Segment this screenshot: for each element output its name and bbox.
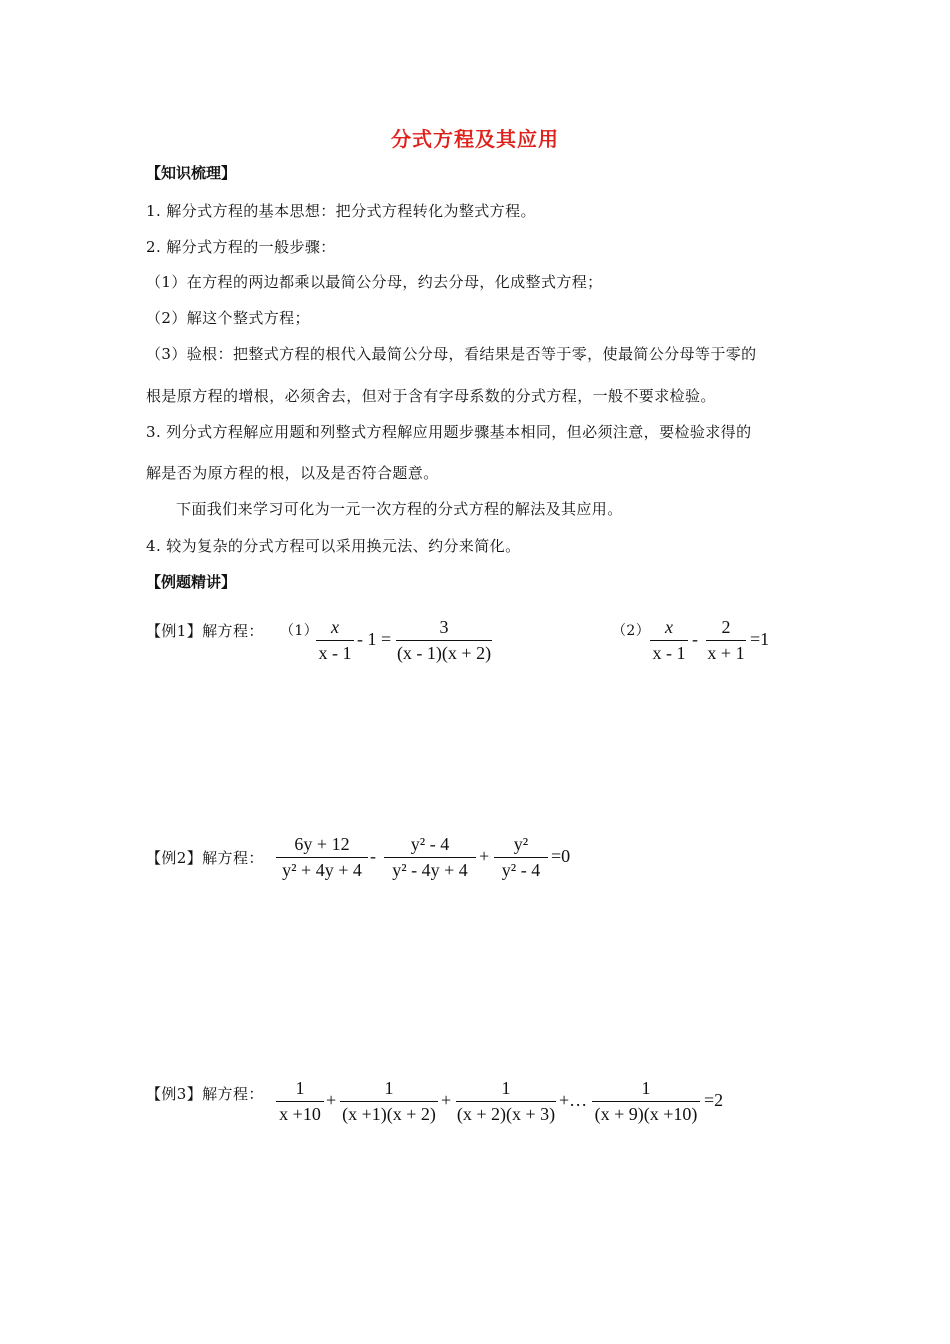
- ex3-operator-ellipsis: +…: [559, 1090, 588, 1110]
- example-1-part-1: （1）: [280, 623, 319, 639]
- denominator: x - 1: [652, 643, 686, 663]
- ex3-operator-1: +: [326, 1090, 337, 1110]
- numerator: y²: [513, 834, 529, 854]
- example-1-part-2: （2）: [612, 623, 651, 639]
- fraction-bar: [384, 857, 476, 858]
- ex2-operator-1: -: [370, 846, 376, 866]
- step-3: （3）验根：把整式方程的根代入最简公分母，看结果是否等于零，使最简公分母等于零的: [146, 345, 757, 363]
- denominator: (x - 1)(x + 2): [396, 643, 492, 663]
- intro-paragraph: 下面我们来学习可化为一元一次方程的分式方程的解法及其应用。: [176, 500, 623, 518]
- denominator: x +10: [279, 1104, 321, 1124]
- point-2: 2. 解分式方程的一般步骤：: [146, 238, 336, 256]
- ex2-fraction-1: [276, 834, 368, 882]
- fraction-bar: [340, 1101, 438, 1102]
- step-2: （2）解这个整式方程；: [146, 309, 310, 327]
- step-3-continued: 根是原方程的增根，必须舍去，但对于含有字母系数的分式方程，一般不要求检验。: [146, 387, 716, 405]
- ex1-eq2-rhs: =1: [750, 629, 770, 649]
- ex3-operator-2: +: [441, 1090, 452, 1110]
- ex2-operator-2: +: [479, 846, 490, 866]
- section-header-examples: 【例题精讲】: [146, 573, 237, 591]
- ex3-rhs: =2: [704, 1090, 724, 1110]
- fraction-bar: [276, 857, 368, 858]
- ex1-eq2-fraction-2: [706, 617, 746, 665]
- ex1-eq2-operator: -: [692, 629, 698, 649]
- example-3-label: 【例3】解方程：: [146, 1085, 264, 1103]
- page-title: 分式方程及其应用: [391, 127, 559, 151]
- denominator: y² - 4y + 4: [392, 860, 468, 880]
- ex2-rhs: =0: [551, 846, 571, 866]
- numerator: 3: [439, 617, 449, 637]
- section-header-knowledge: 【知识梳理】: [146, 164, 237, 182]
- fraction-bar: [650, 640, 688, 641]
- ex2-fraction-2: [384, 834, 476, 882]
- ex2-fraction-3: [494, 834, 548, 882]
- example-1-label: 【例1】解方程：: [146, 622, 264, 640]
- ex3-fraction-3: [456, 1078, 556, 1126]
- point-1: 1. 解分式方程的基本思想：把分式方程转化为整式方程。: [146, 202, 536, 220]
- denominator: y² - 4: [501, 860, 541, 880]
- denominator: (x +1)(x + 2): [342, 1104, 436, 1124]
- numerator: 1: [384, 1078, 394, 1098]
- fraction-bar: [456, 1101, 556, 1102]
- point-4: 4. 较为复杂的分式方程可以采用换元法、约分来简化。: [146, 537, 521, 555]
- ex3-fraction-2: [340, 1078, 438, 1126]
- point-3: 3. 列分式方程解应用题和列整式方程解应用题步骤基本相同，但必须注意，要检验求得的: [146, 423, 752, 441]
- ex3-fraction-1: [276, 1078, 324, 1126]
- numerator: 2: [721, 617, 731, 637]
- numerator: x: [331, 617, 339, 637]
- fraction-bar: [706, 640, 746, 641]
- numerator: 6y + 12: [294, 834, 350, 854]
- numerator: 1: [501, 1078, 511, 1098]
- fraction-bar: [592, 1101, 700, 1102]
- numerator: y² - 4: [410, 834, 450, 854]
- denominator: y² + 4y + 4: [282, 860, 362, 880]
- fraction-bar: [316, 640, 354, 641]
- ex1-eq1-fraction-1: [316, 617, 354, 665]
- point-3-continued: 解是否为原方程的根，以及是否符合题意。: [146, 464, 439, 482]
- ex1-eq1-operator: - 1 =: [357, 629, 392, 649]
- fraction-bar: [494, 857, 548, 858]
- step-1: （1）在方程的两边都乘以最简公分母，约去分母，化成整式方程；: [146, 273, 603, 291]
- denominator: x + 1: [707, 643, 745, 663]
- denominator: x - 1: [318, 643, 352, 663]
- fraction-bar: [276, 1101, 324, 1102]
- numerator: 1: [295, 1078, 305, 1098]
- ex1-eq2-fraction-1: [650, 617, 688, 665]
- example-2-label: 【例2】解方程：: [146, 849, 264, 867]
- denominator: (x + 9)(x +10): [594, 1104, 698, 1124]
- ex1-eq1-fraction-2: [396, 617, 492, 665]
- fraction-bar: [396, 640, 492, 641]
- ex3-fraction-4: [592, 1078, 700, 1126]
- denominator: (x + 2)(x + 3): [456, 1104, 556, 1124]
- numerator: x: [665, 617, 673, 637]
- numerator: 1: [641, 1078, 651, 1098]
